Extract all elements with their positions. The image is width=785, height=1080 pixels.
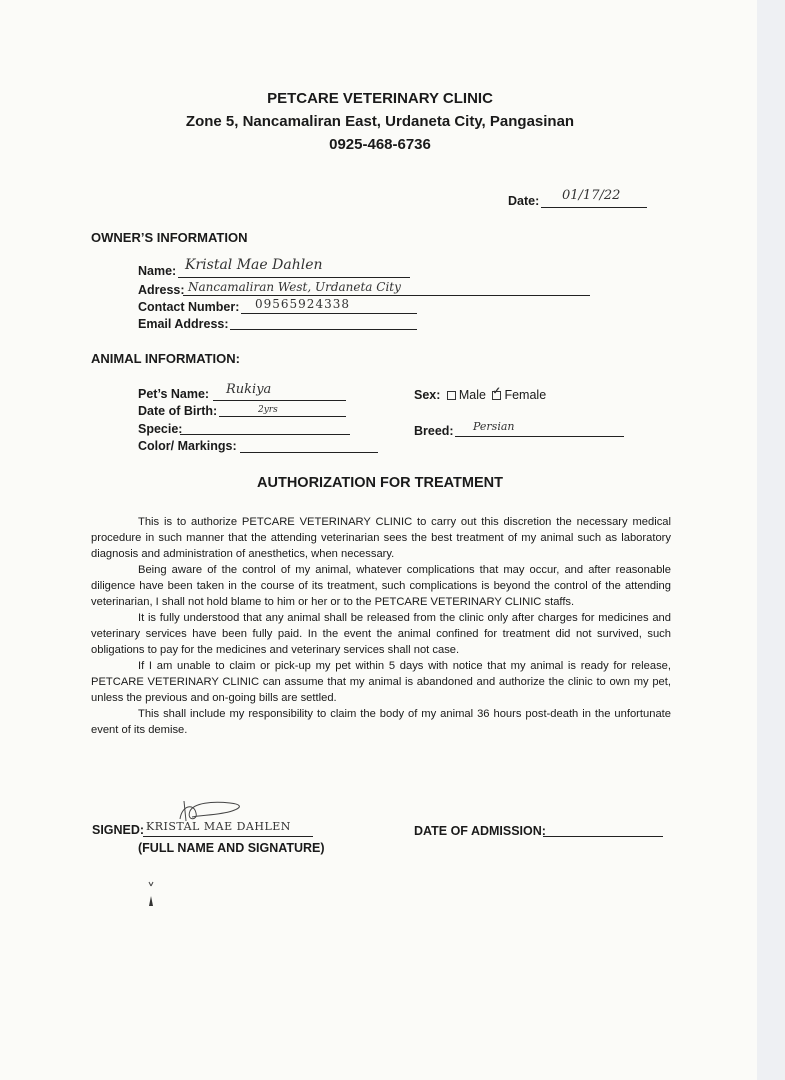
male-label: Male [458,388,486,402]
signed-label: SIGNED: [92,823,145,837]
clinic-address: Zone 5, Nancamaliran East, Urdaneta City, Pangasinan [185,113,575,130]
animal-section-title: ANIMAL INFORMATION: [91,351,240,366]
pen-mark [146,880,158,910]
breed-line [455,436,624,437]
email-label: Email Address: [138,317,229,331]
pet-name-label: Pet’s Name: [138,387,210,401]
owner-address-label: Adress: [138,283,185,297]
email-line [230,329,417,330]
clinic-phone: 0925-468-6736 [329,136,431,153]
date-label: Date: [508,194,540,208]
dob-label: Date of Birth: [138,404,218,418]
pet-name-value[interactable]: Rukiya [226,382,272,397]
owner-name-value[interactable]: Kristal Mae Dahlen [185,257,323,273]
owner-name-label: Name: [138,264,177,278]
sex-label: Sex: [414,388,441,402]
contact-number-label: Contact Number: [138,300,240,314]
owner-address-value[interactable]: Nancamaliran West, Urdaneta City [188,280,401,294]
authorization-paragraph: Being aware of the control of my animal, whatever complications that may occur, and after reasonable diligence have been taken in the course of its treatment, such complications is beyond the control of the attending veterinarian, I shall not hold blame to him or her or to the PETCARE VETERINARY CLINIC staffs. [91,564,671,608]
date-value[interactable]: 01/17/22 [562,188,621,203]
color-markings-line [240,452,378,453]
contact-number-line [241,313,417,314]
breed-label: Breed: [414,424,454,438]
authorization-title: AUTHORIZATION FOR TREATMENT [257,475,503,491]
clinic-name: PETCARE VETERINARY CLINIC [267,90,493,107]
admission-date-line [543,836,663,837]
pet-name-line [213,400,346,401]
dob-line [219,416,346,417]
owner-section-title: OWNER’S INFORMATION [91,230,248,245]
page-edge [757,0,785,1080]
date-line [541,207,647,208]
signed-value[interactable]: KRISTAL MAE DAHLEN [146,820,291,833]
admission-date-label: DATE OF ADMISSION: [414,824,546,838]
specie-line [180,434,350,435]
contact-number-value[interactable]: 09565924338 [255,297,350,311]
authorization-paragraph: This shall include my responsibility to claim the body of my animal 36 hours post-death in the unfortunate event of its demise. [91,708,671,736]
owner-name-line [178,277,410,278]
male-checkbox[interactable] [447,391,456,400]
female-checkbox[interactable] [492,391,501,400]
sex-field [414,388,546,402]
authorization-paragraph: This is to authorize PETCARE VETERINARY CLINIC to carry out this discretion the necessary medical procedure in such manner that the attending veterinarian sees the best treatment of my animal such as laboratory diagnosis and administration of anesthetics, when necessary. [91,516,671,560]
signature-caption: (FULL NAME AND SIGNATURE) [138,841,325,855]
owner-address-line [183,295,590,296]
authorization-paragraph: It is fully understood that any animal shall be released from the clinic only after charges for medicines and veterinary services have been fully paid. In the event the animal confined for treatment did not survived, such obligations to pay for the medicines and veterinary services shall not case. [91,612,671,656]
authorization-body [91,514,671,738]
authorization-paragraph: If I am unable to claim or pick-up my pet within 5 days with notice that my animal is ready for release, PETCARE VETERINARY CLINIC can assume that my animal is abandoned and authorize the clinic to own my pet, unless the previous and on-going bills are settled. [91,660,671,704]
specie-label: Specie: [138,422,183,436]
signed-line [143,836,313,837]
breed-value[interactable]: Persian [473,420,515,433]
dob-value[interactable]: 2yrs [258,405,278,415]
female-label: Female [504,388,547,402]
color-markings-label: Color/ Markings: [138,439,237,453]
